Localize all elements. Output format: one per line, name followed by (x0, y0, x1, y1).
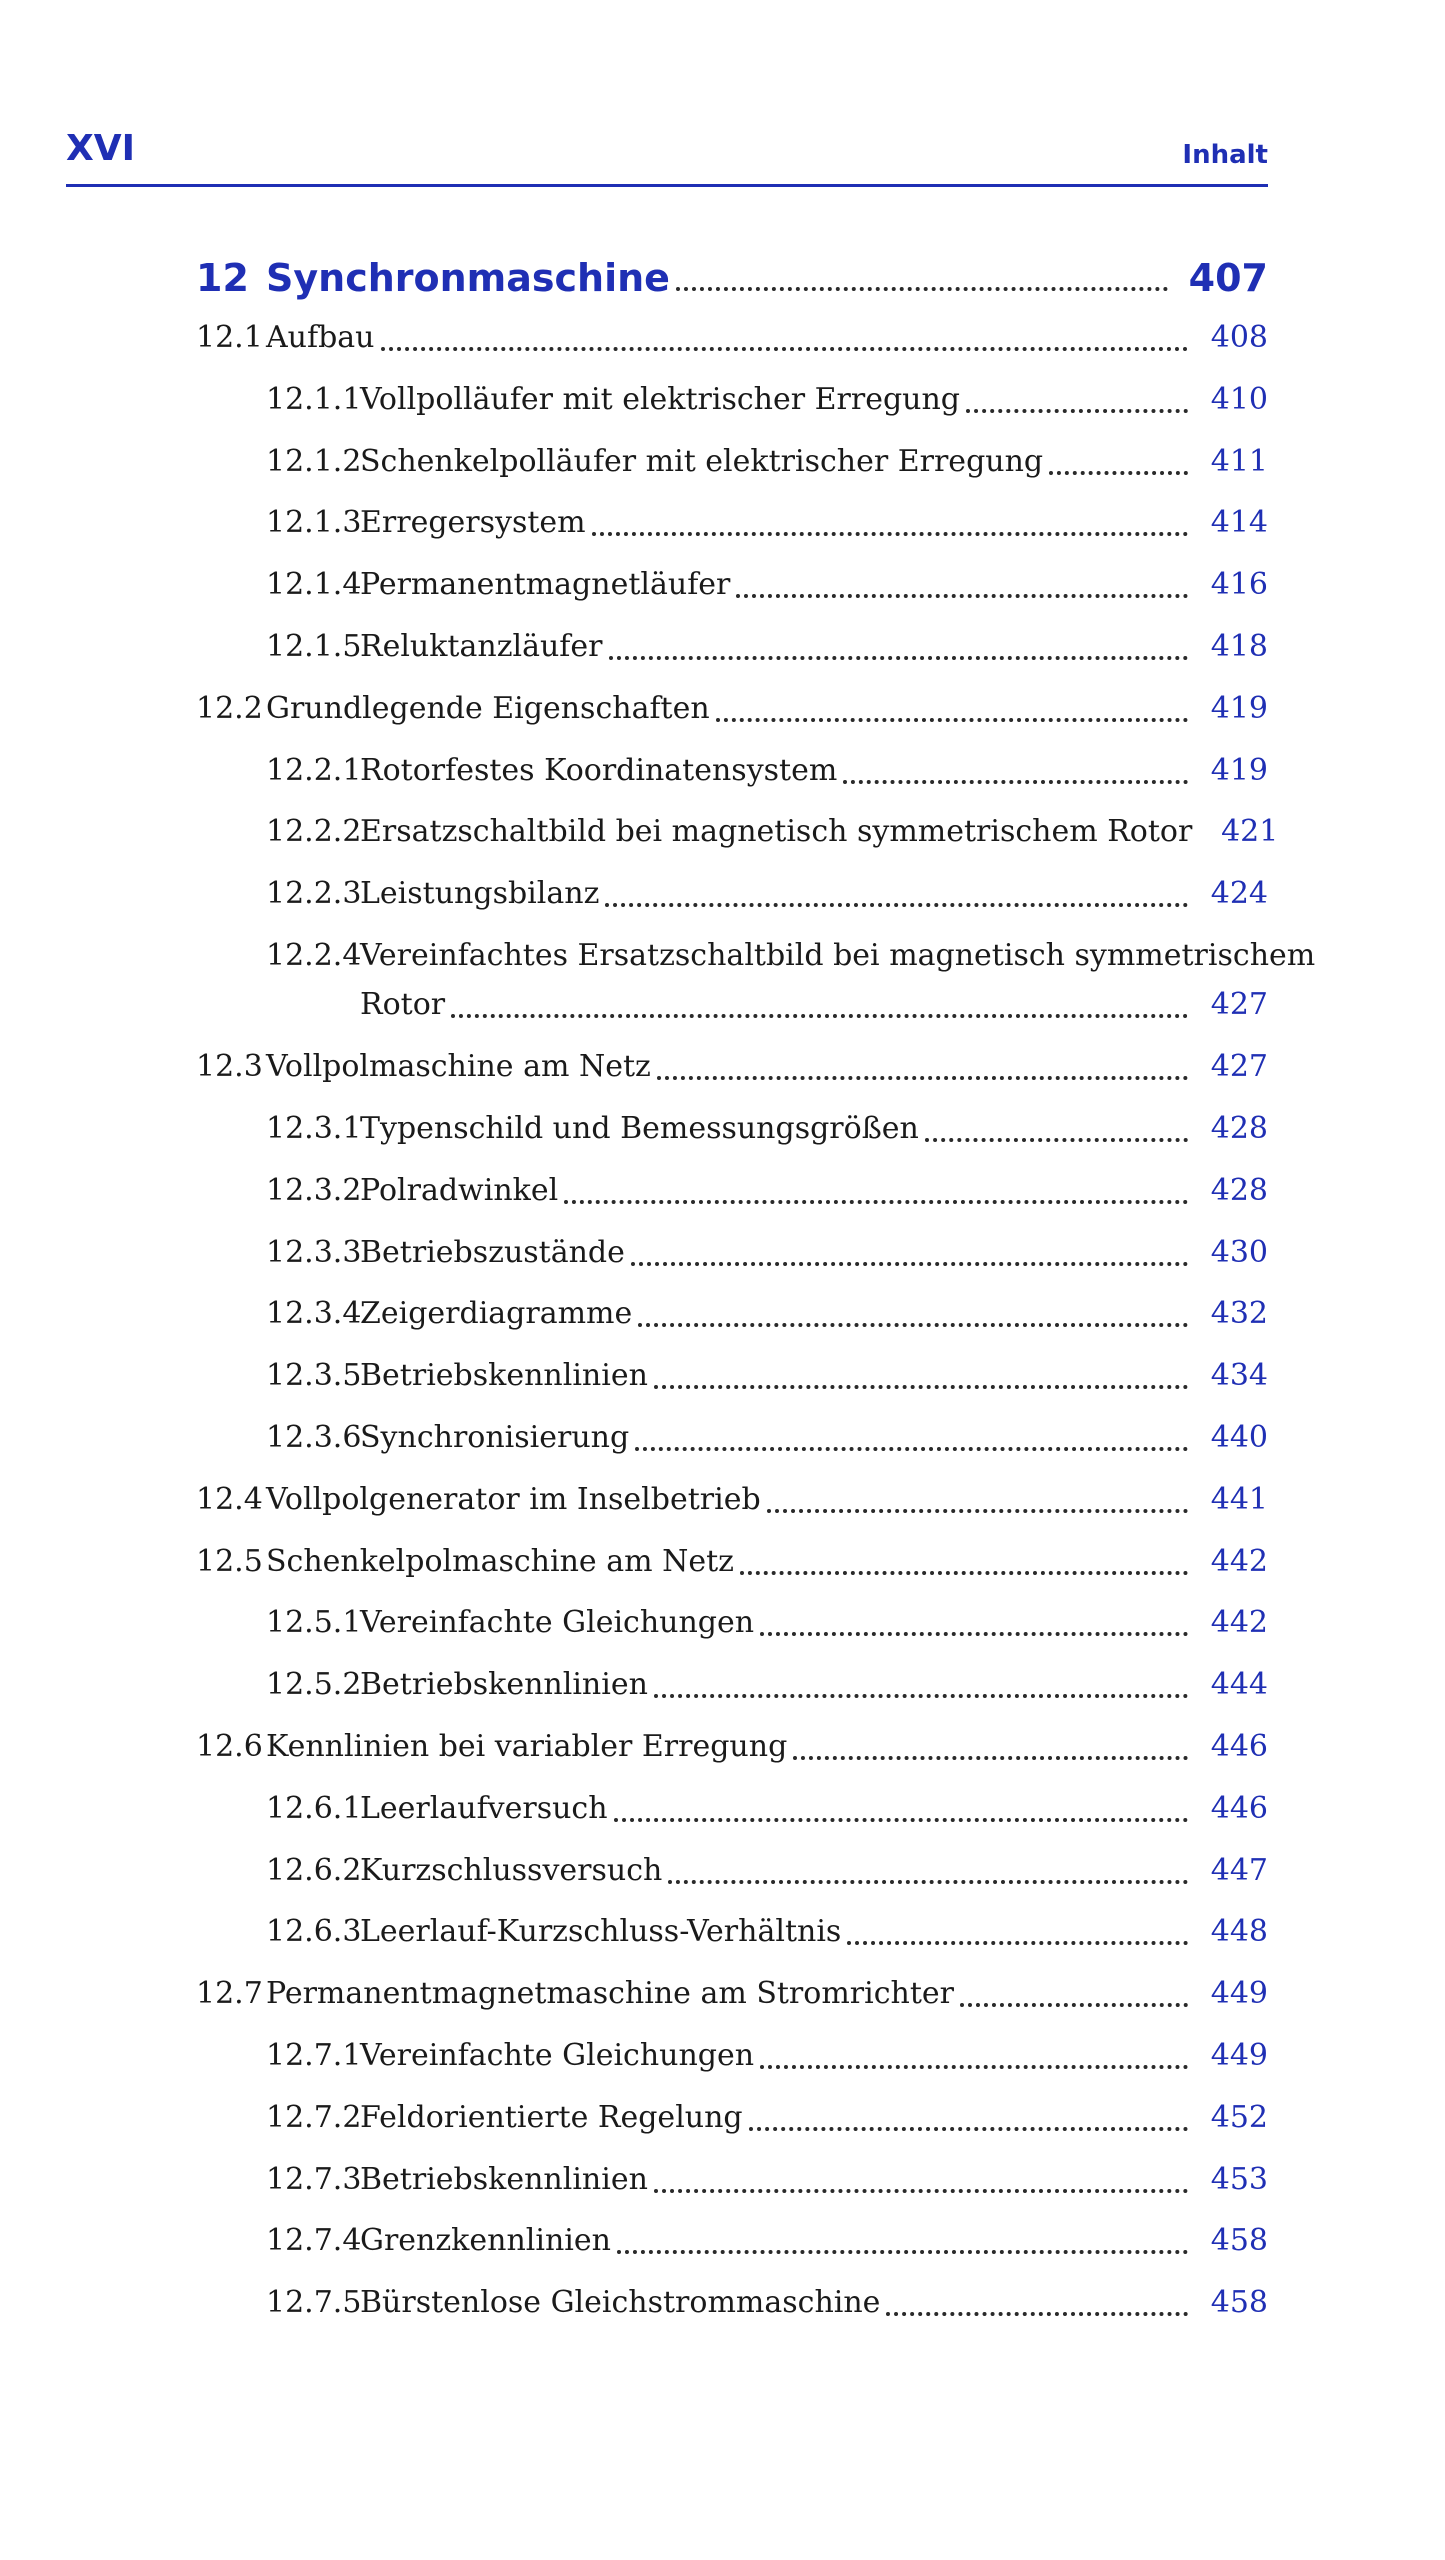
entry-title: Vollpolläufer mit elektrischer Erregung (360, 381, 960, 417)
entry-page: 414 (1210, 505, 1268, 541)
entry-page: 410 (1210, 381, 1268, 417)
entry-page: 424 (1210, 876, 1268, 912)
entry-title: Grenzkennlinien (360, 2223, 611, 2259)
entry-title: Zeigerdiagramme (360, 1296, 633, 1332)
dot-leader (676, 267, 1168, 291)
entry-number: 12.1.5 (266, 629, 362, 664)
dot-leader (638, 1303, 1188, 1327)
dot-leader (886, 2292, 1188, 2316)
entry-title: Kurzschlussversuch (360, 1852, 663, 1888)
entry-number: 12.6.1 (266, 1790, 362, 1826)
entry-number: 12.3 (196, 1049, 263, 1085)
entry-number: 12.3.1 (266, 1111, 362, 1147)
entry-title: Permanentmagnetmaschine am Stromrichter (266, 1976, 954, 2012)
toc-entry-line[interactable] (266, 936, 1315, 976)
entry-number: 12.1 (196, 320, 263, 355)
entry-number: 12.7.1 (266, 2038, 362, 2074)
entry-title: Bürstenlose Gleichstrommaschine (360, 2285, 881, 2321)
dot-leader (760, 1612, 1188, 1636)
dot-leader (966, 389, 1188, 413)
toc-entry[interactable] (196, 1039, 1268, 1087)
toc-entry[interactable] (196, 1966, 1268, 2014)
page-number: XVI (66, 128, 136, 169)
entry-number: 12.3.6 (266, 1420, 362, 1456)
entry-number: 12.1.3 (266, 505, 362, 541)
entry-number: 12.7 (196, 1976, 263, 2012)
entry-title: Reluktanzläufer (360, 629, 603, 664)
dot-leader (657, 1056, 1188, 1080)
dot-leader (614, 1798, 1188, 1822)
entry-title: Schenkelpolläufer mit elektrischer Erregung (360, 443, 1044, 479)
entry-title: Ersatzschaltbild bei magnetisch symmetrischem Rotor (360, 814, 1193, 850)
entry-title: Vereinfachte Gleichungen (360, 1605, 755, 1641)
dot-leader (605, 883, 1188, 907)
entry-number: 12.3.3 (266, 1234, 362, 1270)
running-section-title: Inhalt (1182, 140, 1268, 170)
entry-title: Betriebskennlinien (360, 1667, 648, 1703)
dot-leader (749, 2107, 1188, 2131)
entry-title: Typenschild und Bemessungsgrößen (360, 1111, 919, 1147)
entry-number: 12.1.4 (266, 567, 362, 603)
dot-leader (716, 698, 1188, 722)
entry-page: 441 (1210, 1481, 1268, 1517)
dot-leader (617, 2230, 1188, 2254)
entry-title: Synchronisierung (360, 1420, 630, 1456)
toc-entry[interactable] (266, 2275, 1268, 2323)
entry-title: Permanentmagnetläufer (360, 567, 731, 603)
toc-entry[interactable] (266, 1225, 1268, 1273)
entry-number: 12.6.2 (266, 1852, 362, 1888)
entry-page: 411 (1210, 443, 1268, 479)
toc-entry[interactable] (266, 372, 1268, 420)
entry-title: Vereinfachte Gleichungen (360, 2038, 755, 2074)
entry-title: Grundlegende Eigenschaften (266, 690, 710, 726)
entry-number: 12.2.3 (266, 876, 362, 912)
entry-number: 12.3.2 (266, 1172, 362, 1208)
toc-entry[interactable] (266, 557, 1268, 605)
toc-entry[interactable] (266, 1843, 1268, 1891)
dot-leader (843, 760, 1188, 784)
dot-leader (381, 327, 1188, 351)
entry-page: 432 (1210, 1296, 1268, 1332)
dot-leader (635, 1427, 1188, 1451)
dot-leader (564, 1180, 1188, 1204)
entry-title: Vereinfachtes Ersatzschaltbild bei magnetisch symmetrischem (360, 938, 1316, 973)
dot-leader (451, 994, 1188, 1018)
entry-title: Betriebskennlinien (360, 2161, 648, 2197)
toc-entry[interactable] (196, 1472, 1268, 1520)
toc-entry[interactable] (196, 681, 1268, 729)
toc-entry[interactable] (266, 1101, 1268, 1149)
toc-entry[interactable] (196, 310, 1268, 358)
entry-page: 458 (1210, 2223, 1268, 2259)
entry-page: 446 (1210, 1790, 1268, 1826)
toc-entry[interactable] (196, 1719, 1268, 1767)
toc-entry[interactable] (266, 977, 1268, 1025)
entry-number: 12.7.2 (266, 2099, 362, 2135)
entry-page: 452 (1210, 2099, 1268, 2135)
dot-leader (654, 2169, 1188, 2193)
toc-entry[interactable] (266, 743, 1268, 791)
toc-entry[interactable] (266, 1163, 1268, 1211)
entry-number: 12.3.4 (266, 1296, 362, 1332)
entry-page: 449 (1210, 2038, 1268, 2074)
toc-entry[interactable] (266, 2090, 1268, 2138)
dot-leader (654, 1674, 1188, 1698)
toc-entry[interactable] (266, 434, 1268, 482)
entry-title: Aufbau (266, 320, 375, 355)
entry-number: 12.3.5 (266, 1358, 362, 1394)
toc-entry[interactable] (266, 619, 1268, 667)
entry-page: 416 (1210, 567, 1268, 603)
entry-number: 12.2.1 (266, 752, 362, 788)
entry-page: 421 (1221, 814, 1279, 850)
entry-number: 12.7.5 (266, 2285, 362, 2321)
entry-number: 12.6 (196, 1729, 263, 1765)
dot-leader (960, 1983, 1188, 2007)
toc-entry[interactable] (266, 1286, 1268, 1334)
entry-number: 12.4 (196, 1481, 263, 1517)
entry-page: 419 (1210, 752, 1268, 788)
entry-page: 453 (1210, 2161, 1268, 2197)
entry-title: Schenkelpolmaschine am Netz (266, 1543, 734, 1579)
toc-entry[interactable] (266, 1904, 1268, 1952)
chapter-title: Synchronmaschine (266, 256, 670, 300)
entry-page: 428 (1210, 1111, 1268, 1147)
entry-number: 12.1.2 (266, 443, 362, 479)
toc-entry[interactable] (266, 1595, 1268, 1643)
chapter-number: 12 (196, 256, 249, 300)
dot-leader (609, 636, 1188, 660)
entry-number: 12.1.1 (266, 381, 362, 417)
dot-leader (847, 1921, 1188, 1945)
dot-leader (925, 1118, 1188, 1142)
dot-leader (631, 1242, 1188, 1266)
entry-number: 12.5.2 (266, 1667, 362, 1703)
entry-number: 12.7.4 (266, 2223, 362, 2259)
entry-title: Polradwinkel (360, 1172, 559, 1208)
entry-page: 446 (1210, 1729, 1268, 1765)
dot-leader (736, 574, 1188, 598)
dot-leader (793, 1736, 1188, 1760)
dot-leader (1049, 451, 1188, 475)
toc-entry[interactable] (266, 804, 1279, 852)
toc-entry[interactable] (266, 2028, 1268, 2076)
toc-entry[interactable] (266, 866, 1268, 914)
dot-leader (654, 1365, 1188, 1389)
toc-entry[interactable] (266, 2213, 1268, 2261)
dot-leader (760, 2045, 1188, 2069)
entry-number: 12.5 (196, 1543, 263, 1579)
toc-entry[interactable] (266, 1781, 1268, 1829)
entry-page: 434 (1210, 1358, 1268, 1394)
entry-page: 427 (1210, 987, 1268, 1023)
chapter-page: 407 (1188, 256, 1268, 300)
dot-leader (767, 1489, 1188, 1513)
entry-number: 12.2 (196, 690, 263, 726)
entry-title: Erregersystem (360, 505, 586, 541)
entry-page: 408 (1210, 320, 1268, 355)
entry-page: 458 (1210, 2285, 1268, 2321)
toc-entry[interactable] (266, 1410, 1268, 1458)
entry-title: Feldorientierte Regelung (360, 2099, 743, 2135)
entry-page: 430 (1210, 1234, 1268, 1270)
dot-leader (668, 1860, 1188, 1884)
toc-entry[interactable] (266, 1657, 1268, 1705)
entry-page: 419 (1210, 690, 1268, 726)
toc-entry[interactable] (196, 1534, 1268, 1582)
entry-page: 427 (1210, 1049, 1268, 1085)
dot-leader (740, 1551, 1188, 1575)
entry-page: 442 (1210, 1543, 1268, 1579)
entry-title: Leerlauf-Kurzschluss-Verhältnis (360, 1914, 842, 1950)
dot-leader (592, 512, 1188, 536)
entry-title: Leerlaufversuch (360, 1790, 608, 1826)
entry-number: 12.7.3 (266, 2161, 362, 2197)
entry-number: 12.6.3 (266, 1914, 362, 1950)
entry-title: Betriebskennlinien (360, 1358, 648, 1394)
toc-chapter-entry[interactable] (196, 238, 1268, 298)
entry-title: Rotorfestes Koordinatensystem (360, 752, 838, 788)
entry-page: 440 (1210, 1420, 1268, 1456)
entry-page: 448 (1210, 1914, 1268, 1950)
toc-entry[interactable] (266, 2152, 1268, 2200)
entry-title-continuation: Rotor (360, 987, 446, 1023)
entry-title: Leistungsbilanz (360, 876, 600, 912)
entry-page: 418 (1210, 629, 1268, 664)
entry-page: 444 (1210, 1667, 1268, 1703)
entry-page: 442 (1210, 1605, 1268, 1641)
entry-title: Vollpolmaschine am Netz (266, 1049, 651, 1085)
entry-page: 447 (1210, 1852, 1268, 1888)
toc-entry[interactable] (266, 1348, 1268, 1396)
entry-number: 12.2.2 (266, 814, 362, 850)
entry-page: 449 (1210, 1976, 1268, 2012)
entry-number: 12.5.1 (266, 1605, 362, 1641)
toc-entry[interactable] (266, 495, 1268, 543)
entry-title: Vollpolgenerator im Inselbetrieb (266, 1481, 761, 1517)
entry-title: Kennlinien bei variabler Erregung (266, 1729, 788, 1765)
entry-number: 12.2.4 (266, 938, 362, 973)
entry-title: Betriebszustände (360, 1234, 625, 1270)
running-header (66, 128, 1268, 187)
entry-page: 428 (1210, 1172, 1268, 1208)
